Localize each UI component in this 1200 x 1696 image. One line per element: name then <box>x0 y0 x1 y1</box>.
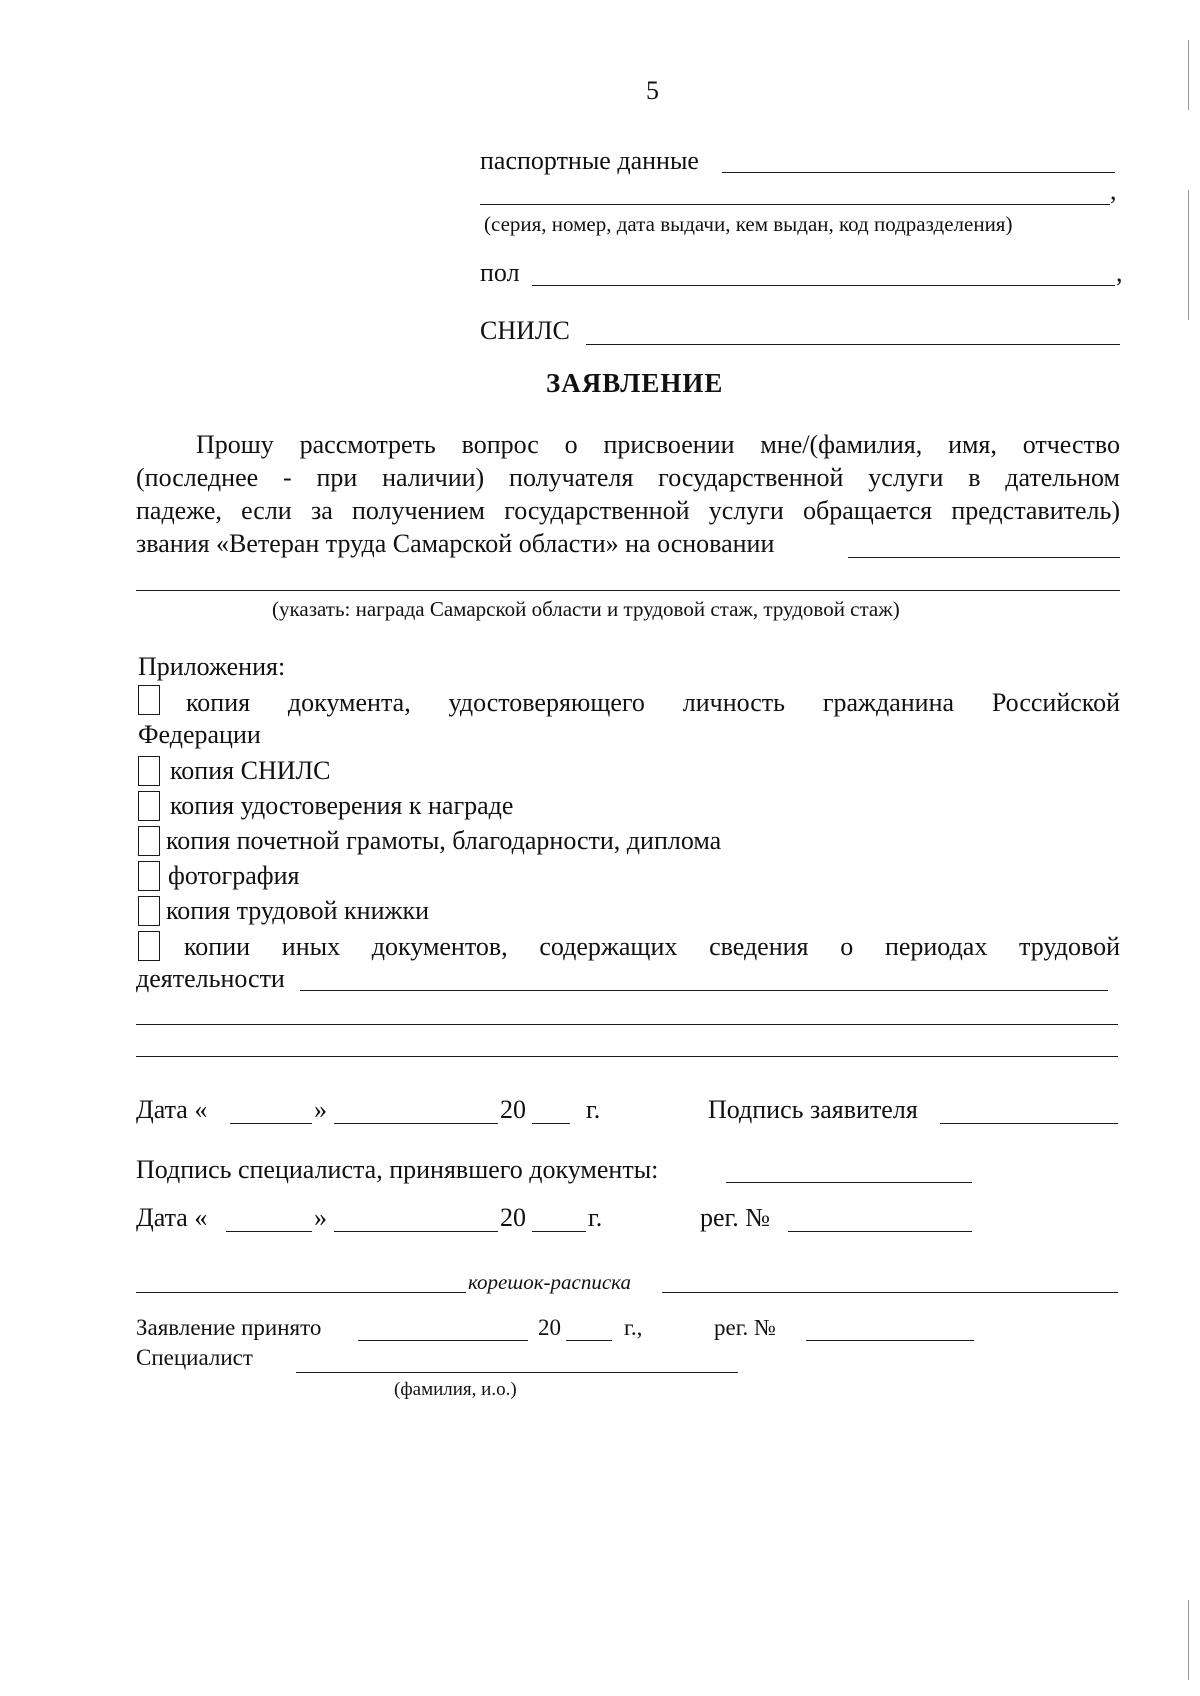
attachment-item-2: копия СНИЛС <box>170 756 331 785</box>
body-line-2: (последнее - при наличии) получателя государственной услуги в дательном <box>136 463 1120 492</box>
receipt-accepted-label: Заявление принято <box>136 1315 322 1340</box>
attachment-item-7: копии иных документов, содержащих сведения о периодах трудовой <box>184 932 1120 961</box>
receipt-specialist-hint: (фамилия, и.о.) <box>394 1379 517 1400</box>
date-quote-close: » <box>314 1095 327 1124</box>
checkbox-other-documents[interactable] <box>138 931 160 961</box>
attachment-item-3: копия удостоверения к награде <box>170 791 514 820</box>
basis-hint: (указать: награда Самарской области и трудовой стаж, трудовой стаж) <box>272 597 900 621</box>
passport-field-continued[interactable] <box>480 204 1110 205</box>
checkbox-snils[interactable] <box>138 756 160 786</box>
specialist-signature-label: Подпись специалиста, принявшего документы: <box>136 1155 659 1184</box>
date-month-field-2[interactable] <box>334 1231 498 1232</box>
specialist-signature-field[interactable] <box>726 1182 972 1183</box>
checkbox-award-certificate[interactable] <box>138 791 160 821</box>
date-label-2: Дата « <box>136 1203 208 1232</box>
receipt-year-field[interactable] <box>566 1340 612 1341</box>
receipt-accepted-date-field[interactable] <box>358 1340 528 1341</box>
body-line-1: Прошу рассмотреть вопрос о присвоении мне/(фамилия, имя, отчество <box>196 430 1120 459</box>
attachment-item-4: копия почетной грамоты, благодарности, диплома <box>166 826 722 855</box>
year-suffix: г. <box>586 1095 601 1124</box>
date-year-field[interactable] <box>532 1123 570 1124</box>
attachment-item-1: копия документа, удостоверяющего личность гражданина Российской <box>186 688 1120 717</box>
attachment-item-6: копия трудовой книжки <box>166 896 430 925</box>
year-suffix-2: г. <box>588 1203 603 1232</box>
date-label: Дата « <box>136 1095 208 1124</box>
receipt-divider-left <box>136 1292 466 1293</box>
receipt-year-suffix: г., <box>624 1315 643 1340</box>
gender-field[interactable] <box>532 285 1115 286</box>
gender-end-comma: , <box>1116 258 1123 287</box>
other-documents-field-3[interactable] <box>136 1056 1118 1057</box>
date-day-field-2[interactable] <box>226 1231 312 1232</box>
body-line-4: звания «Ветеран труда Самарской области» на основании <box>136 529 775 558</box>
checkbox-identity-document[interactable] <box>138 685 160 715</box>
checkbox-honor-diploma[interactable] <box>138 826 160 856</box>
year-prefix-2: 20 <box>500 1203 526 1232</box>
receipt-divider-label: корешок-расписка <box>468 1270 631 1294</box>
receipt-reg-label: рег. № <box>714 1315 776 1340</box>
attachment-item-1-cont: Федерации <box>138 720 261 749</box>
snils-label: СНИЛС <box>480 316 570 345</box>
passport-field[interactable] <box>722 172 1115 173</box>
applicant-signature-field[interactable] <box>940 1123 1118 1124</box>
body-line-3: падеже, если за получением государственной услуги обращается представитель) <box>136 496 1120 525</box>
date-quote-close-2: » <box>314 1203 327 1232</box>
document-title: ЗАЯВЛЕНИЕ <box>546 368 724 398</box>
attachments-heading: Приложения: <box>138 652 286 681</box>
gender-label: пол <box>480 258 520 287</box>
attachment-item-5: фотография <box>168 861 300 890</box>
checkbox-employment-record[interactable] <box>138 896 160 926</box>
other-documents-field-2[interactable] <box>136 1024 1118 1025</box>
receipt-specialist-label: Специалист <box>136 1345 253 1370</box>
reg-number-field[interactable] <box>788 1231 972 1232</box>
receipt-divider-right <box>662 1292 1118 1293</box>
date-day-field[interactable] <box>230 1123 312 1124</box>
date-month-field[interactable] <box>334 1123 498 1124</box>
receipt-year-prefix: 20 <box>538 1315 561 1340</box>
checkbox-photo[interactable] <box>138 861 160 891</box>
passport-label: паспортные данные <box>480 146 699 175</box>
scan-edge-mark <box>1188 40 1189 110</box>
basis-field[interactable] <box>848 557 1120 558</box>
scan-edge-mark <box>1188 1600 1189 1680</box>
receipt-specialist-field[interactable] <box>296 1372 738 1373</box>
date-year-field-2[interactable] <box>532 1231 586 1232</box>
passport-hint: (серия, номер, дата выдачи, кем выдан, код подразделения) <box>484 212 1013 236</box>
basis-field-continued[interactable] <box>136 590 1120 591</box>
receipt-reg-field[interactable] <box>806 1340 974 1341</box>
year-prefix: 20 <box>500 1095 526 1124</box>
snils-field[interactable] <box>586 344 1120 345</box>
other-documents-field[interactable] <box>300 990 1108 991</box>
page-number: 5 <box>646 76 659 105</box>
reg-number-label: рег. № <box>700 1203 771 1232</box>
attachment-item-7-cont: деятельности <box>136 964 285 993</box>
applicant-signature-label: Подпись заявителя <box>708 1095 918 1124</box>
passport-end-comma: , <box>1110 176 1117 205</box>
scan-edge-mark <box>1188 190 1189 320</box>
